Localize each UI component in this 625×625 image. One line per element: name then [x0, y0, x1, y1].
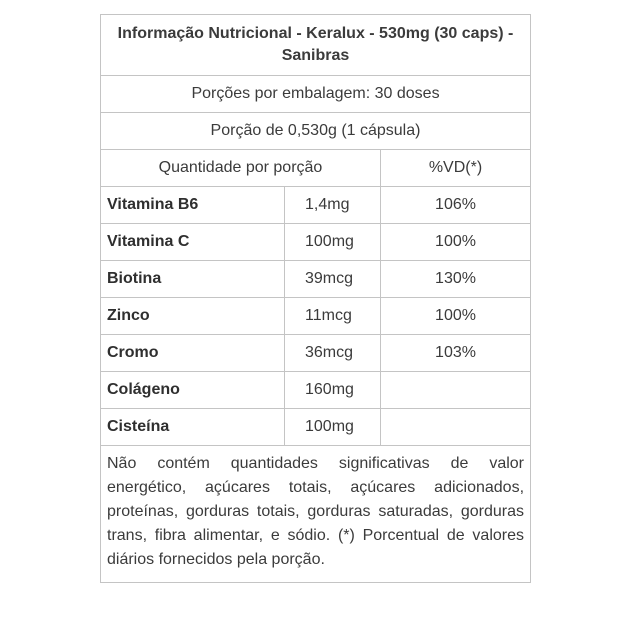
table-row — [101, 224, 531, 261]
nutrient-amount: 100mg — [285, 224, 381, 261]
nutrient-name: Colágeno — [101, 372, 285, 409]
footnote: Não contém quantidades significativas de valor energético, açúcares totais, açúcares adicionados, proteínas, gorduras totais, gorduras saturadas, gorduras trans, fibra alimentar, e sódio. (*) Porcentual de valores diários fornecidos pela porção. — [101, 446, 531, 583]
nutrient-amount: 11mcg — [285, 298, 381, 335]
table-row — [101, 261, 531, 298]
nutrient-amount: 160mg — [285, 372, 381, 409]
header-quantity: Quantidade por porção — [101, 150, 381, 187]
nutrient-amount: 100mg — [285, 409, 381, 446]
header-vd: %VD(*) — [381, 150, 531, 187]
header-row — [101, 150, 531, 187]
nutrient-name: Cromo — [101, 335, 285, 372]
table-row — [101, 372, 531, 409]
title-row — [101, 15, 531, 76]
nutrient-name: Vitamina C — [101, 224, 285, 261]
nutrient-name: Zinco — [101, 298, 285, 335]
servings-per-package: Porções por embalagem: 30 doses — [101, 76, 531, 113]
table-row — [101, 409, 531, 446]
footnote-row — [101, 446, 531, 583]
nutrient-vd: 130% — [381, 261, 531, 298]
serving-size: Porção de 0,530g (1 cápsula) — [101, 113, 531, 150]
nutrient-vd: 100% — [381, 298, 531, 335]
nutrient-amount: 36mcg — [285, 335, 381, 372]
nutrient-vd: 100% — [381, 224, 531, 261]
table-row — [101, 187, 531, 224]
table-row — [101, 298, 531, 335]
table-row — [101, 335, 531, 372]
nutrient-name: Biotina — [101, 261, 285, 298]
nutrient-vd: 103% — [381, 335, 531, 372]
nutrient-vd — [381, 409, 531, 446]
table-title: Informação Nutricional - Keralux - 530mg (30 caps) - Sanibras — [101, 15, 531, 76]
serving-size-row — [101, 113, 531, 150]
servings-row — [101, 76, 531, 113]
nutrition-facts-table — [100, 14, 531, 583]
nutrient-vd: 106% — [381, 187, 531, 224]
nutrient-amount: 39mcg — [285, 261, 381, 298]
nutrient-name: Cisteína — [101, 409, 285, 446]
nutrient-name: Vitamina B6 — [101, 187, 285, 224]
nutrient-amount: 1,4mg — [285, 187, 381, 224]
nutrient-vd — [381, 372, 531, 409]
